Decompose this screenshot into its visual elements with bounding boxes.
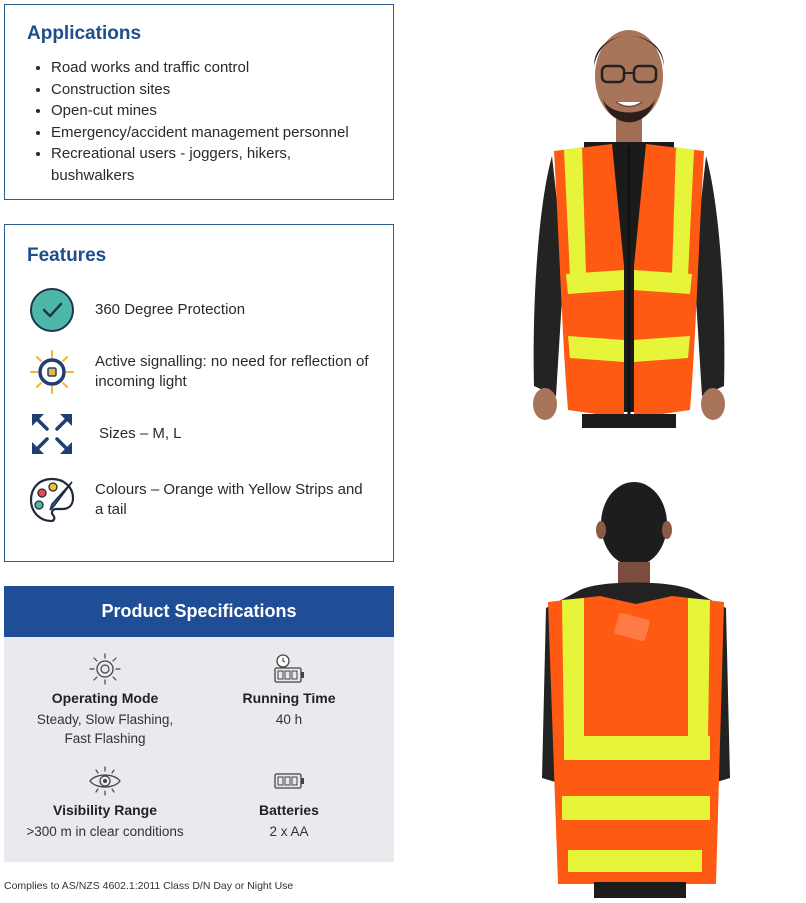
features-panel bbox=[4, 224, 394, 562]
feature-row bbox=[27, 409, 379, 459]
battery-icon bbox=[194, 764, 384, 798]
spec-value: >300 m in clear conditions bbox=[26, 824, 184, 839]
list-item: • Road works and traffic control bbox=[51, 57, 371, 79]
spec-value: 2 x AA bbox=[269, 824, 309, 839]
spec-label: Operating Mode bbox=[51, 690, 159, 706]
list-item: • Emergency/accident management personnel bbox=[51, 122, 371, 144]
list-item: • Open-cut mines bbox=[51, 100, 371, 122]
list-item: • Construction sites bbox=[51, 79, 371, 101]
spec-batteries bbox=[194, 764, 384, 841]
spec-value: 40 h bbox=[275, 712, 303, 727]
product-specifications-panel bbox=[4, 586, 394, 862]
light-mode-icon bbox=[10, 652, 200, 686]
vest-back-photo bbox=[540, 478, 732, 898]
expand-arrows-icon bbox=[27, 409, 77, 459]
applications-list bbox=[27, 57, 371, 186]
spec-running-time bbox=[194, 652, 384, 729]
specifications-title: Product Specifications bbox=[4, 586, 394, 637]
compliance-footer: Complies to AS/NZS 4602.1:2011 Class D/N Day or Night Use bbox=[4, 880, 294, 892]
applications-title: Applications bbox=[27, 23, 142, 44]
feature-row bbox=[27, 347, 375, 397]
feature-row bbox=[27, 285, 375, 335]
spec-value: Steady, Slow Flashing, Fast Flashing bbox=[36, 712, 174, 746]
spec-label: Visibility Range bbox=[53, 802, 157, 818]
feature-text: Active signalling: no need for reflection of incoming light bbox=[95, 353, 369, 390]
signal-light-icon bbox=[27, 347, 77, 397]
palette-icon bbox=[27, 475, 77, 525]
spec-label: Running Time bbox=[242, 690, 336, 706]
feature-text: 360 Degree Protection bbox=[95, 301, 246, 318]
spec-operating-mode bbox=[10, 652, 200, 748]
vest-front-photo bbox=[524, 6, 734, 428]
applications-panel bbox=[4, 4, 394, 200]
check-circle-icon bbox=[27, 285, 77, 335]
feature-row bbox=[27, 475, 375, 525]
eye-icon bbox=[10, 764, 200, 798]
spec-label: Batteries bbox=[259, 802, 319, 818]
features-title: Features bbox=[27, 245, 107, 266]
feature-text: Sizes – M, L bbox=[99, 425, 182, 442]
battery-timer-icon bbox=[194, 652, 384, 686]
list-item: • Recreational users - joggers, hikers, bushwalkers bbox=[51, 143, 371, 186]
spec-visibility-range bbox=[10, 764, 200, 841]
feature-text: Colours – Orange with Yellow Strips and a tail bbox=[95, 481, 363, 518]
